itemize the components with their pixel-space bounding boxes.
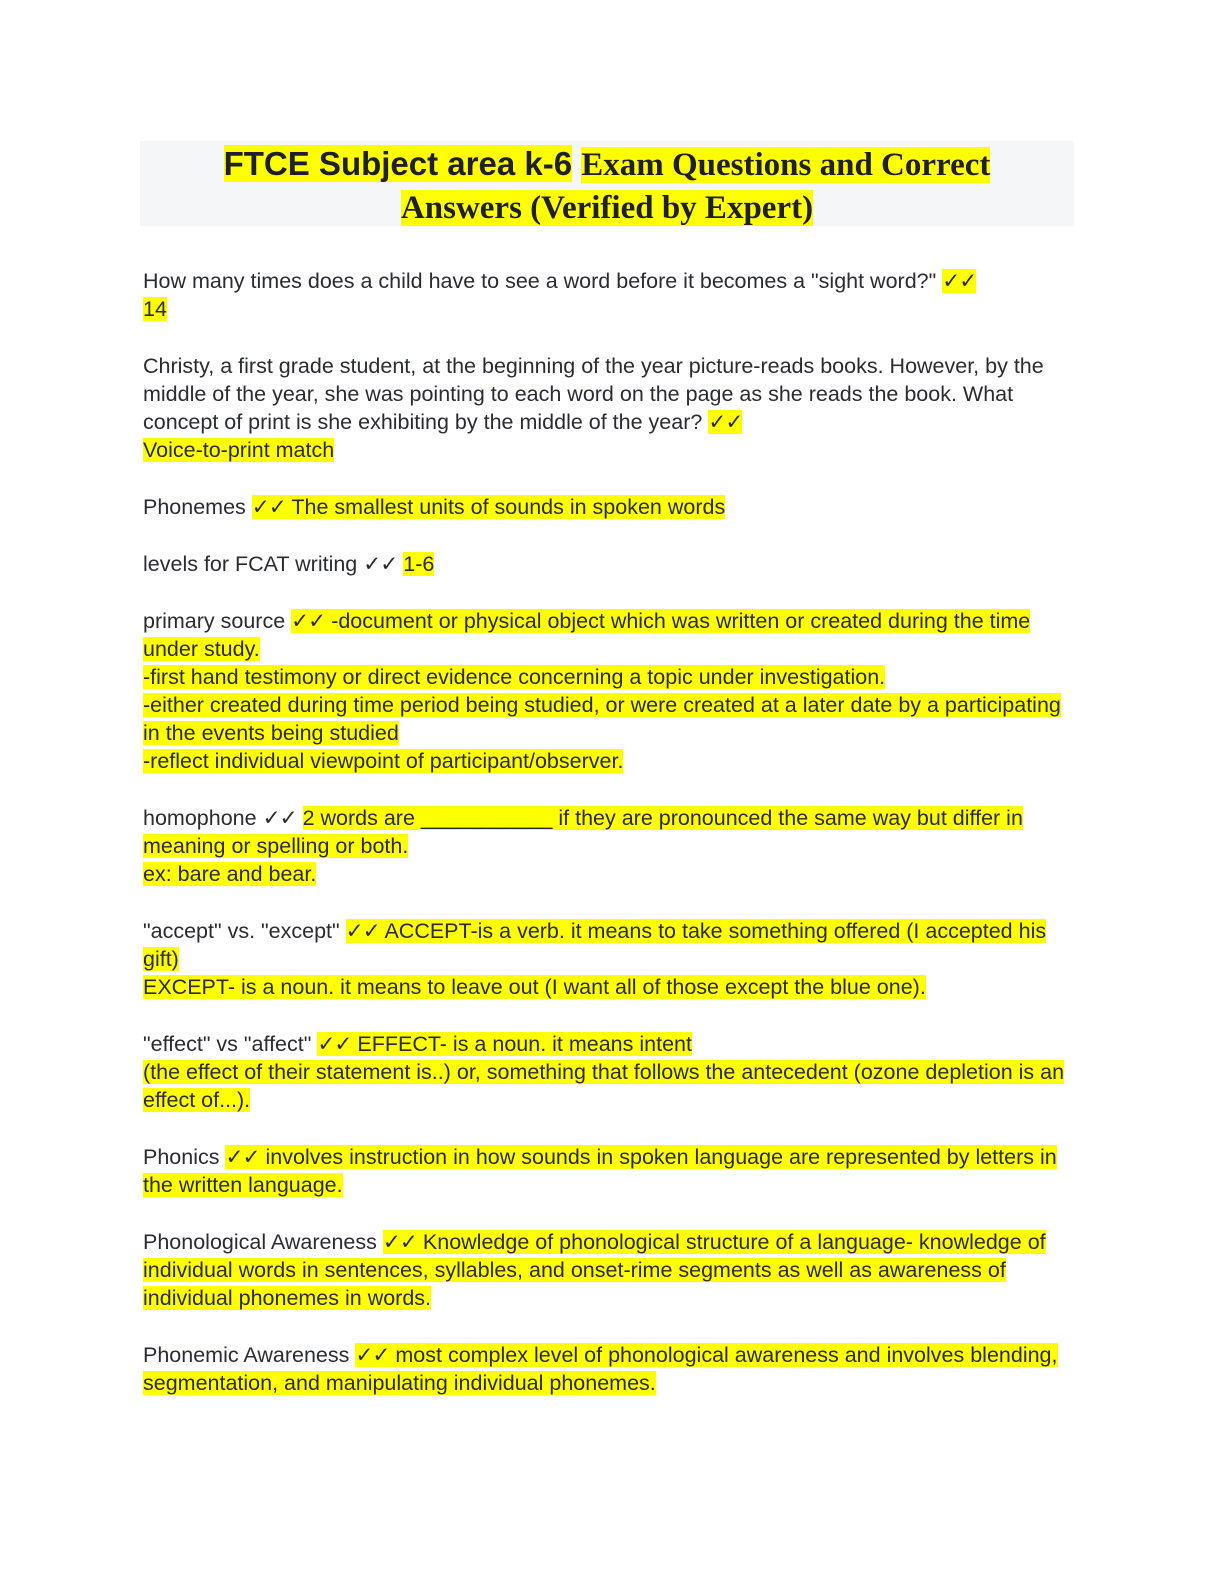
document-title [140, 141, 1074, 229]
check-mark-icon: ✓✓ [355, 1343, 390, 1367]
check-mark-icon: ✓✓ [708, 410, 743, 434]
answer-text: EXCEPT- is a noun. it means to leave out (I want all of those except the blue one). [143, 975, 926, 999]
qa-list [143, 267, 1073, 1426]
check-mark-icon: ✓✓ [225, 1145, 260, 1169]
question-text: "accept" vs. "except" [143, 919, 340, 943]
answer-text: -first hand testimony or direct evidence concerning a topic under investigation. [143, 665, 886, 689]
answer-text: -reflect individual viewpoint of participant/observer. [143, 749, 624, 773]
qa-item-accept-except [143, 917, 1073, 1001]
answer-text: -either created during time period being studied, or were created at a later date by a participating in the events being studied [143, 693, 1061, 745]
answer-text: ex: bare and bear. [143, 862, 317, 886]
qa-item-phonics [143, 1143, 1073, 1199]
qa-item-phonemes [143, 493, 1073, 521]
answer-text: The smallest units of sounds in spoken words [291, 495, 726, 519]
qa-item-concept-of-print [143, 352, 1073, 464]
qa-item-effect-affect [143, 1030, 1073, 1114]
check-mark-icon: ✓✓ [251, 495, 286, 519]
question-text: Phonics [143, 1145, 220, 1169]
qa-item-sight-word [143, 267, 1073, 323]
check-mark-icon: ✓✓ [942, 269, 977, 293]
check-mark-icon: ✓✓ [291, 609, 326, 633]
check-mark-icon: ✓✓ [382, 1230, 417, 1254]
question-text: Christy, a first grade student, at the beginning of the year picture-reads books. However, by the middle of the year, she was pointing to each word on the page as she reads the book. What concept of print is she exhibiting by the middle of the year? [143, 354, 1044, 434]
question-text: primary source [143, 609, 286, 633]
title-part-sans: FTCE Subject area k-6 [223, 145, 573, 182]
qa-item-phonemic-awareness [143, 1341, 1073, 1397]
check-mark-icon: ✓✓ [345, 919, 380, 943]
answer-text: involves instruction in how sounds in spoken language are represented by letters in the written language. [143, 1145, 1057, 1197]
answer-text: (the effect of their statement is..) or, something that follows the antecedent (ozone depletion is an effect of...). [143, 1060, 1065, 1112]
check-mark-icon: ✓✓ [363, 552, 398, 576]
answer-text: Knowledge of phonological structure of a language- knowledge of individual words in sentences, syllables, and onset-rime segments as well as awareness of individual phonemes in words. [143, 1230, 1046, 1310]
answer-text: 1-6 [403, 552, 435, 576]
qa-item-homophone [143, 804, 1073, 888]
answer-text: 14 [143, 297, 167, 321]
question-text: "effect" vs "affect" [143, 1032, 312, 1056]
question-text: Phonemes [143, 495, 246, 519]
question-text: Phonological Awareness [143, 1230, 377, 1254]
title-part-serif: Exam Questions and Correct [581, 147, 991, 183]
answer-text: Voice-to-print match [143, 438, 335, 462]
check-mark-icon: ✓✓ [317, 1032, 352, 1056]
title-block [140, 141, 1074, 226]
qa-item-phonological-awareness [143, 1228, 1073, 1312]
answer-text: most complex level of phonological awareness and involves blending, segmentation, and manipulating individual phonemes. [143, 1343, 1058, 1395]
question-text: How many times does a child have to see a word before it becomes a "sight word?" [143, 269, 937, 293]
title-line-2: Answers (Verified by Expert) [400, 190, 814, 226]
check-mark-icon: ✓✓ [262, 806, 297, 830]
answer-text: -document or physical object which was written or created during the time under study. [143, 609, 1031, 661]
question-text: levels for FCAT writing [143, 552, 358, 576]
qa-item-fcat-levels [143, 550, 1073, 578]
answer-text: ACCEPT-is a verb. it means to take something offered (I accepted his gift) [143, 919, 1047, 971]
answer-text: EFFECT- is a noun. it means intent [357, 1032, 692, 1056]
qa-item-primary-source [143, 607, 1073, 775]
question-text: Phonemic Awareness [143, 1343, 350, 1367]
answer-text: 2 words are ___________ if they are pronounced the same way but differ in meaning or spelling or both. [143, 806, 1023, 858]
question-text: homophone [143, 806, 257, 830]
